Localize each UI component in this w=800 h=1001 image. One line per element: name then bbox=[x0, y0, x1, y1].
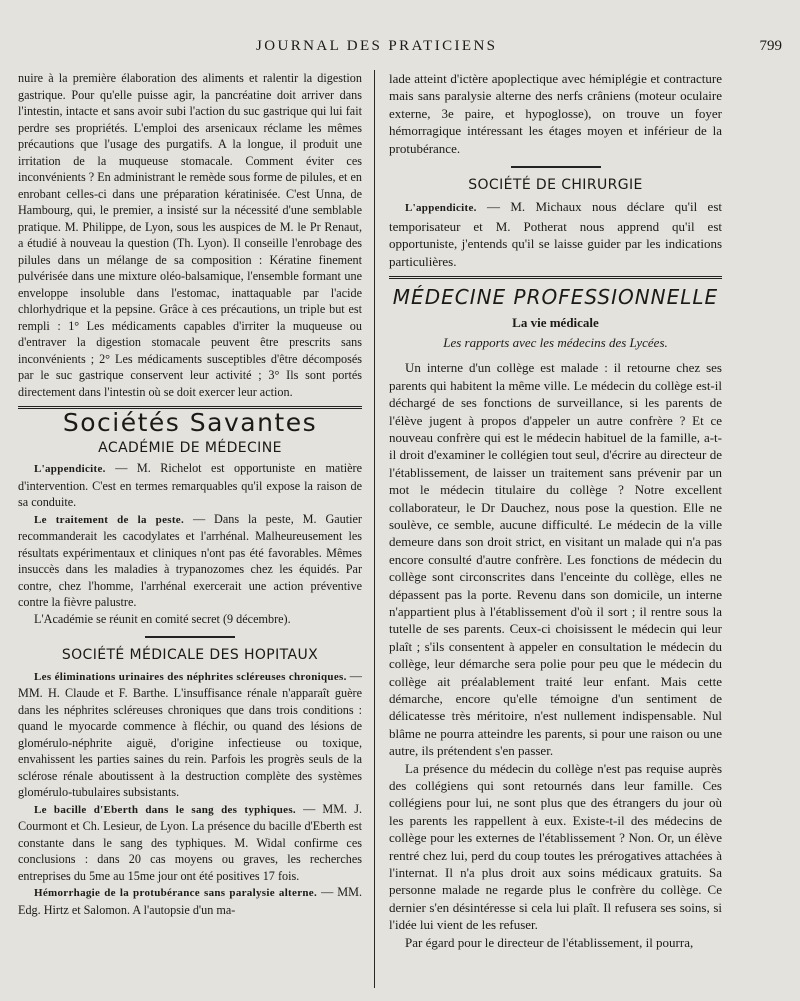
item-text: — MM. H. Claude et F. Barthe. L'insuffisance rénale n'apparaît guère dans les néphrites scléreuses chroniques que dans trois conditions : quand le myocarde commence à fléchir, ou quand des lésions de glomérulo-néphrite aiguë, d'origine infectieuse ou toxique, envahissent les parties saines du rein. Parfois les progrès seuls de la sclérose rénale aboutissent à la destruction complète des systèmes glomérulo-tubulaires subsistants. bbox=[18, 668, 362, 799]
runin-title: L'appendicite. bbox=[405, 202, 477, 215]
article-subtitle: Les rapports avec les médecins des Lycées. bbox=[443, 334, 668, 350]
left-column bbox=[18, 70, 362, 918]
hopitaux-item-bacille bbox=[18, 801, 362, 885]
chirurgie-item-appendicite bbox=[389, 198, 722, 270]
section-title-societes-savantes: Sociétés Savantes bbox=[62, 408, 318, 437]
item-text: — MM. J. Courmont et Ch. Lesieur, de Lyon. La présence du bacille d'Eberth est constante dans le sang des typhiques. M. Widal confirme ces conclusions : dans 20 cas moyens ou graves, les recherches entreprises du 5me au 15me jour ont été positives 17 fois. bbox=[18, 801, 362, 883]
academie-item-appendicite bbox=[18, 460, 362, 511]
academie-heading: ACADÉMIE DE MÉDECINE bbox=[98, 439, 282, 456]
column-divider bbox=[374, 70, 375, 988]
item-text: — Dans la peste, M. Gautier recommanderait les cacodylates et l'arrhénal. Malheureusement les résultats expérimentaux et cliniques n'ont pas été favorables. Mêmes insuccès dans les maladies à trypanozomes chez les équidés. Par contre, chez l'homme, l'arrhénal exercerait une action préventive contre la fièvre palustre. bbox=[18, 511, 362, 609]
article-heading: La vie médicale bbox=[512, 315, 599, 331]
chirurgie-heading: SOCIÉTÉ DE CHIRURGIE bbox=[468, 177, 643, 194]
section-rule bbox=[389, 276, 722, 279]
article-paragraph: La présence du médecin du collège n'est pas requise auprès des collégiens qui sont retournés dans leur famille. Ces collégiens pour lui, ne sont plus que des étrangers du jour où les parents les rappellent à eux. Existe-t-il des médecins de collège pour les externes de l'établissement ? Non. Or, un élève rentré chez lui, perd du coup toutes les prérogatives attachées à l'internat. Il n'a plus droit aux soins médicaux gratuits. Sa personne malade ne regarde plus le confrère du collège. Ce dernier s'en désintéresse si cela lui plaît. Il refusera ses soins, si l'idée lui vient de les refuser. bbox=[389, 760, 722, 933]
hopitaux-item-eliminations bbox=[18, 668, 362, 801]
section-title-medecine-professionnelle: MÉDECINE PROFESSIONNELLE bbox=[392, 285, 719, 310]
item-text: — M. Richelot est opportuniste en matière d'intervention. C'est en termes remarquables qu'il expose la raison de sa conduite. bbox=[18, 461, 362, 509]
hopitaux-item-hemorrhagie bbox=[18, 884, 362, 918]
article-paragraph: Par égard pour le directeur de l'établissement, il pourra, bbox=[405, 934, 694, 950]
runin-title: Le traitement de la peste. bbox=[34, 513, 185, 526]
runin-title: Hémorrhagie de la protubérance sans paralysie alterne. bbox=[34, 887, 318, 899]
item-text: — M. Michaux nous déclare qu'il est temporisateur et M. Potherat nous apprend qu'il est opportuniste, j'entends qu'il se laisse guider par les indications particulières. bbox=[389, 199, 722, 269]
continued-paragraph: lade atteint d'ictère apoplectique avec hémiplégie et contracture mais sans paralysie alterne des nerfs crâniens (moteur oculaire externe, 3e paire, et hypoglosse), on trouve un foyer hémorragique intéressant les étages moyen et inférieur de la protubérance. bbox=[389, 71, 722, 156]
academie-item-comite: L'Académie se réunit en comité secret (9 décembre). bbox=[34, 611, 291, 626]
runin-title: Les éliminations urinaires des néphrites scléreuses chroniques. bbox=[34, 670, 347, 683]
short-rule bbox=[145, 636, 235, 638]
academie-item-peste bbox=[18, 511, 362, 611]
short-rule bbox=[511, 166, 601, 168]
journal-title: JOURNAL DES PRATICIENS bbox=[256, 38, 498, 54]
continued-paragraph: nuire à la première élaboration des aliments et ralentir la digestion gastrique. Pour qu'elle puisse agir, la pancréatine doit arriver dans l'intestin, intacte et sans avoir subi l'action du suc gastrique qui lui fait perdre ses propriétés. L'emploi des arsenicaux réclame les mêmes précautions que l'usage des purgatifs. A la longue, il produit une irritation de la muqueuse stomacale. Comment éviter ces inconvénients ? En administrant le remède sous forme de pilules, et en enrobant celles-ci dans une préparation kératinisée. C'est Unna, de Hambourg, qui, le premier, a insisté sur la nécessité d'une semblable pratique. M. Philippe, de Lyon, sous les auspices de M. le Pr Renaut, a étudié à nouveau la question (Th. Lyon). Il conseille l'enrobage des pilules dans un mélange de sa composition : Kératine finement pulvérisée dans une mixture oléo-balsamique, l'ensemble formant une enveloppe insoluble dans l'estomac, inattaquable par l'acide chlorhydrique et la pepsine. Grâce à ces précautions, un triple but est rempli : 1° Les médicaments capables d'irriter la muqueuse ou d'entraver la digestion stomacale peuvent être prescrits sans inconvénients ; 2° Les médicaments susceptibles d'être décomposés par le suc gastrique conservent leur activité ; 3° Ils sont portés directement dans l'intestin où se doit exercer leur action. bbox=[18, 71, 362, 399]
runin-title: Le bacille d'Eberth dans le sang des typhiques. bbox=[34, 803, 296, 816]
running-header bbox=[0, 38, 800, 62]
right-column bbox=[389, 70, 722, 951]
article-paragraph: Un interne d'un collège est malade : il retourne chez ses parents qui habitent la même ville. Le médecin du collège est-il déchargé de ses fonctions de surveillance, si les parents de l'élève jugent à propos d'appeler un autre confrère ? Et ce nouveau confrère qui est le médecin habituel de la famille, a-t-il droit d'examiner le collégien tout seul, d'écrire au directeur de l'établissement, de laisser un traitement sans prévenir par un mot le médecin titulaire du collège ? Notre excellent collaborateur, le Dr Dauchez, nous pose la question. Elle ne soulève, ce semble, aucune difficulté. Le médecin de la ville demeure dans son droit strict, en visitant un malade qui n'a pas encore consulté d'autre confrère. Les fonctions de médecin du collège sont circonscrites dans l'enceinte du collège, elles ne dépassent pas la porte. Revenu dans son domicile, un interne n'appartient plus à l'établissement d'où il sort ; il rentre sous la tutelle de ses parents. Ceux-ci choisissent le médecin qui leur plaît ; s'ils consentent à appeler en consultation le médecin du collège, leur démarche sera polie pour peu que le médecin du collège ait préalablement traité leur enfant. Mais cette démarche, encore qu'elle témoigne d'un sentiment de délicatesse très méritoire, n'est nullement indispensable. Nul blâme ne pourra atteindre les parents, si pour une raison ou une autre, ils prétendent s'en passer. bbox=[389, 360, 722, 759]
page-number: 799 bbox=[759, 38, 782, 54]
item-text: — MM. Edg. Hirtz et Salomon. A l'autopsie d'un ma- bbox=[18, 885, 362, 917]
runin-title: L'appendicite. bbox=[34, 463, 106, 475]
hopitaux-heading: SOCIÉTÉ MÉDICALE DES HOPITAUX bbox=[61, 647, 319, 663]
